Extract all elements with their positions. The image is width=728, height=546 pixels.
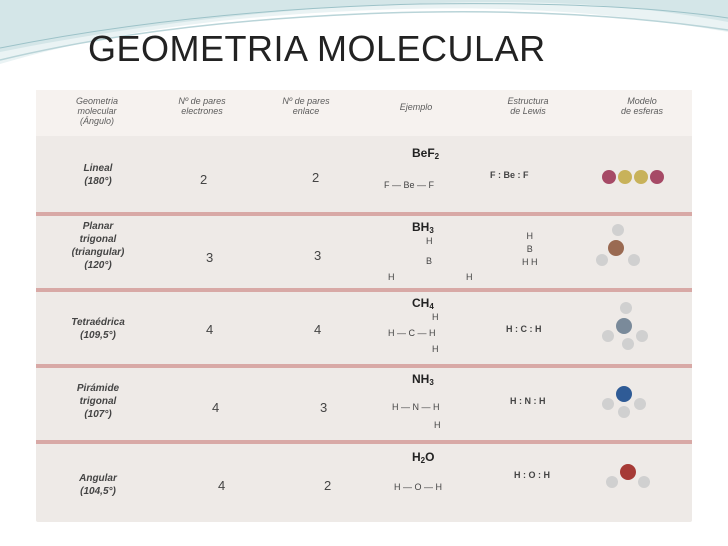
atom-sphere (616, 318, 632, 334)
lewis-structure: F : Be : F (490, 170, 529, 180)
example-formula: BeF$_2$ (412, 146, 440, 161)
bond-pairs-value: 3 (320, 400, 328, 415)
example-structure-top: H (426, 236, 433, 246)
electron-pairs-value: 2 (200, 172, 208, 187)
atom-sphere (602, 330, 614, 342)
electron-pairs-value: 4 (212, 400, 220, 415)
header-bond-pairs: Nº de pares enlace (282, 96, 330, 116)
atom-sphere (638, 476, 650, 488)
lewis-structure: H : C : H (506, 324, 542, 334)
table-header (36, 90, 692, 136)
bond-pairs-value: 4 (314, 322, 322, 337)
atom-sphere (622, 338, 634, 350)
electron-pairs-value: 3 (206, 250, 214, 265)
example-formula: $H_2O$ (412, 450, 435, 465)
geometry-label: Planar trigonal (triangular) (120°) (71, 221, 125, 271)
table-row (36, 138, 692, 208)
atom-sphere (618, 406, 630, 418)
atom-sphere (636, 330, 648, 342)
geometry-label: Pirámide trigonal (107°) (76, 383, 120, 420)
geometry-label: Angular (104,5°) (79, 473, 117, 497)
example-formula: $BH_3$ (412, 220, 434, 235)
example-structure-bottom: H (434, 420, 441, 430)
example-structure-bottom: H (432, 344, 439, 354)
electron-pairs-value: 4 (206, 322, 214, 337)
atom-sphere (602, 398, 614, 410)
atom-sphere (606, 476, 618, 488)
lewis-structure: H : O : H (514, 470, 550, 480)
table-row (36, 368, 692, 438)
table-row (36, 216, 692, 286)
atom-sphere (618, 170, 632, 184)
atom-sphere (628, 254, 640, 266)
header-example: Ejemplo (399, 102, 433, 112)
example-structure-top: H (432, 312, 439, 322)
atom-sphere (634, 398, 646, 410)
example-structure: H — N — H (392, 402, 440, 412)
atom-sphere (602, 170, 616, 184)
example-formula: $NH_3$ (412, 372, 434, 387)
example-structure: B (426, 256, 433, 266)
example-structure-left: H (388, 272, 395, 282)
atom-sphere (620, 302, 632, 314)
atom-sphere (634, 170, 648, 184)
geometry-label: Lineal (180°) (83, 163, 113, 187)
header-electron-pairs: Nº de pares electrones (178, 96, 226, 116)
example-structure: F — Be — F (384, 180, 435, 190)
bond-pairs-value: 3 (314, 248, 322, 263)
molecular-geometry-table (36, 90, 692, 522)
lewis-structure: H : N : H (510, 396, 546, 406)
bond-pairs-value: 2 (312, 170, 320, 185)
atom-sphere (616, 386, 632, 402)
header-lewis: Estructura de Lewis (507, 96, 549, 116)
table-row (36, 444, 692, 514)
example-structure: H — O — H (394, 482, 443, 492)
geometry-label: Tetraédrica (109,5°) (71, 317, 125, 341)
example-structure-right: H (466, 272, 473, 282)
atom-sphere (620, 464, 636, 480)
electron-pairs-value: 4 (218, 478, 226, 493)
atom-sphere (650, 170, 664, 184)
atom-sphere (612, 224, 624, 236)
example-formula: $CH_4$ (412, 296, 434, 311)
table-row (36, 292, 692, 362)
header-geometry: Geometria molecular (Ángulo) (75, 96, 119, 126)
bond-pairs-value: 2 (324, 478, 332, 493)
atom-sphere (608, 240, 624, 256)
lewis-structure: H B H H (522, 231, 538, 267)
page-title: GEOMETRIA MOLECULAR (88, 28, 546, 69)
header-sphere-model: Modelo de esferas (620, 96, 664, 116)
example-structure: H — C — H (388, 328, 436, 338)
atom-sphere (596, 254, 608, 266)
